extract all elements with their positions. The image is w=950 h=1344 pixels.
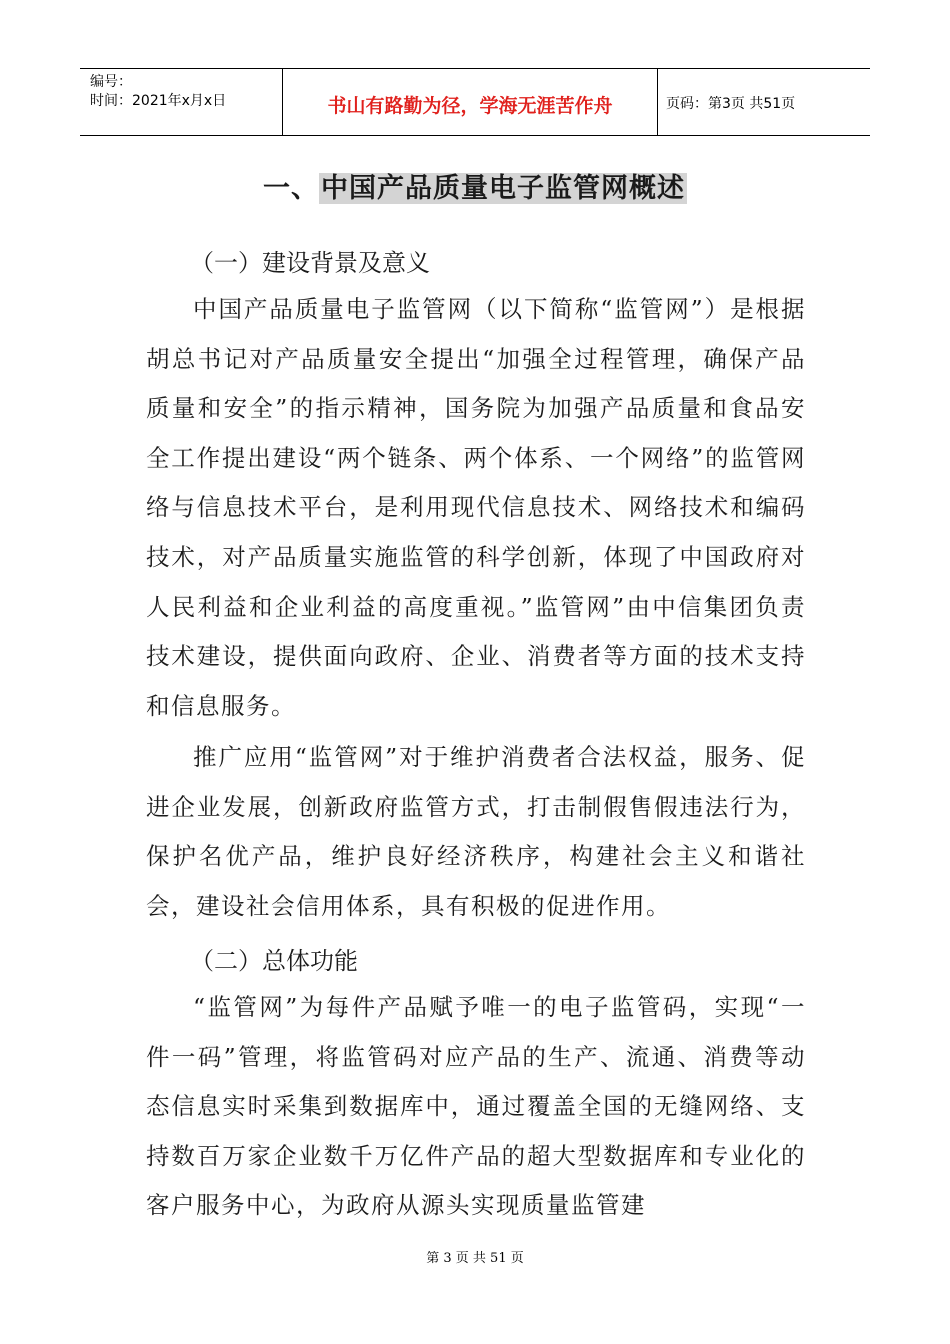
page-header <box>80 68 870 136</box>
section-heading-2: （二）总体功能 <box>190 947 358 975</box>
page-footer: 第 3 页 共 51 页 <box>426 1251 524 1266</box>
number-label: 编号： <box>90 74 132 90</box>
paragraph-2: 推广应用“监管网”对于维护消费者合法权益，服务、促进企业发展，创新政府监管方式，打击制假售假违法行为，保护名优产品，维护良好经济秩序，构建社会主义和谐社会，建设社会信用体系，具有积极的促进作用。 <box>146 743 806 920</box>
header-page-info: 页码：第3页 共51页 <box>666 96 796 112</box>
header-motto: 书山有路勤为径，学海无涯苦作舟 <box>282 69 658 135</box>
paragraph-1: 中国产品质量电子监管网（以下简称“监管网”）是根据胡总书记对产品质量安全提出“加强全过程管理，确保产品质量和安全”的指示精神，国务院为加强产品质量和食品安全工作提出建设“两个链条、两个体系、一个网络”的监管网络与信息技术平台，是利用现代信息技术、网络技术和编码技术，对产品质量实施监管的科学创新，体现了中国政府对人民利益和企业利益的高度重视。”监管网”由中信集团负责技术建设，提供面向政府、企业、消费者等方面的技术支持和信息服务。 <box>146 295 806 720</box>
header-meta <box>80 69 282 135</box>
title-highlighted: 中国产品质量电子监管网概述 <box>321 173 685 204</box>
section-heading-1: （一）建设背景及意义 <box>190 249 430 277</box>
time-label: 时间：2021年x月x日 <box>90 93 227 109</box>
paragraph-3: “监管网”为每件产品赋予唯一的电子监管码，实现“一件一码”管理，将监管码对应产品的生产、流通、消费等动态信息实时采集到数据库中，通过覆盖全国的无缝网络、支持数百万家企业数千万亿件产品的超大型数据库和专业化的客户服务中心，为政府从源头实现质量监管建 <box>146 993 806 1220</box>
document-title <box>0 166 950 205</box>
title-prefix: 一、 <box>263 173 319 204</box>
